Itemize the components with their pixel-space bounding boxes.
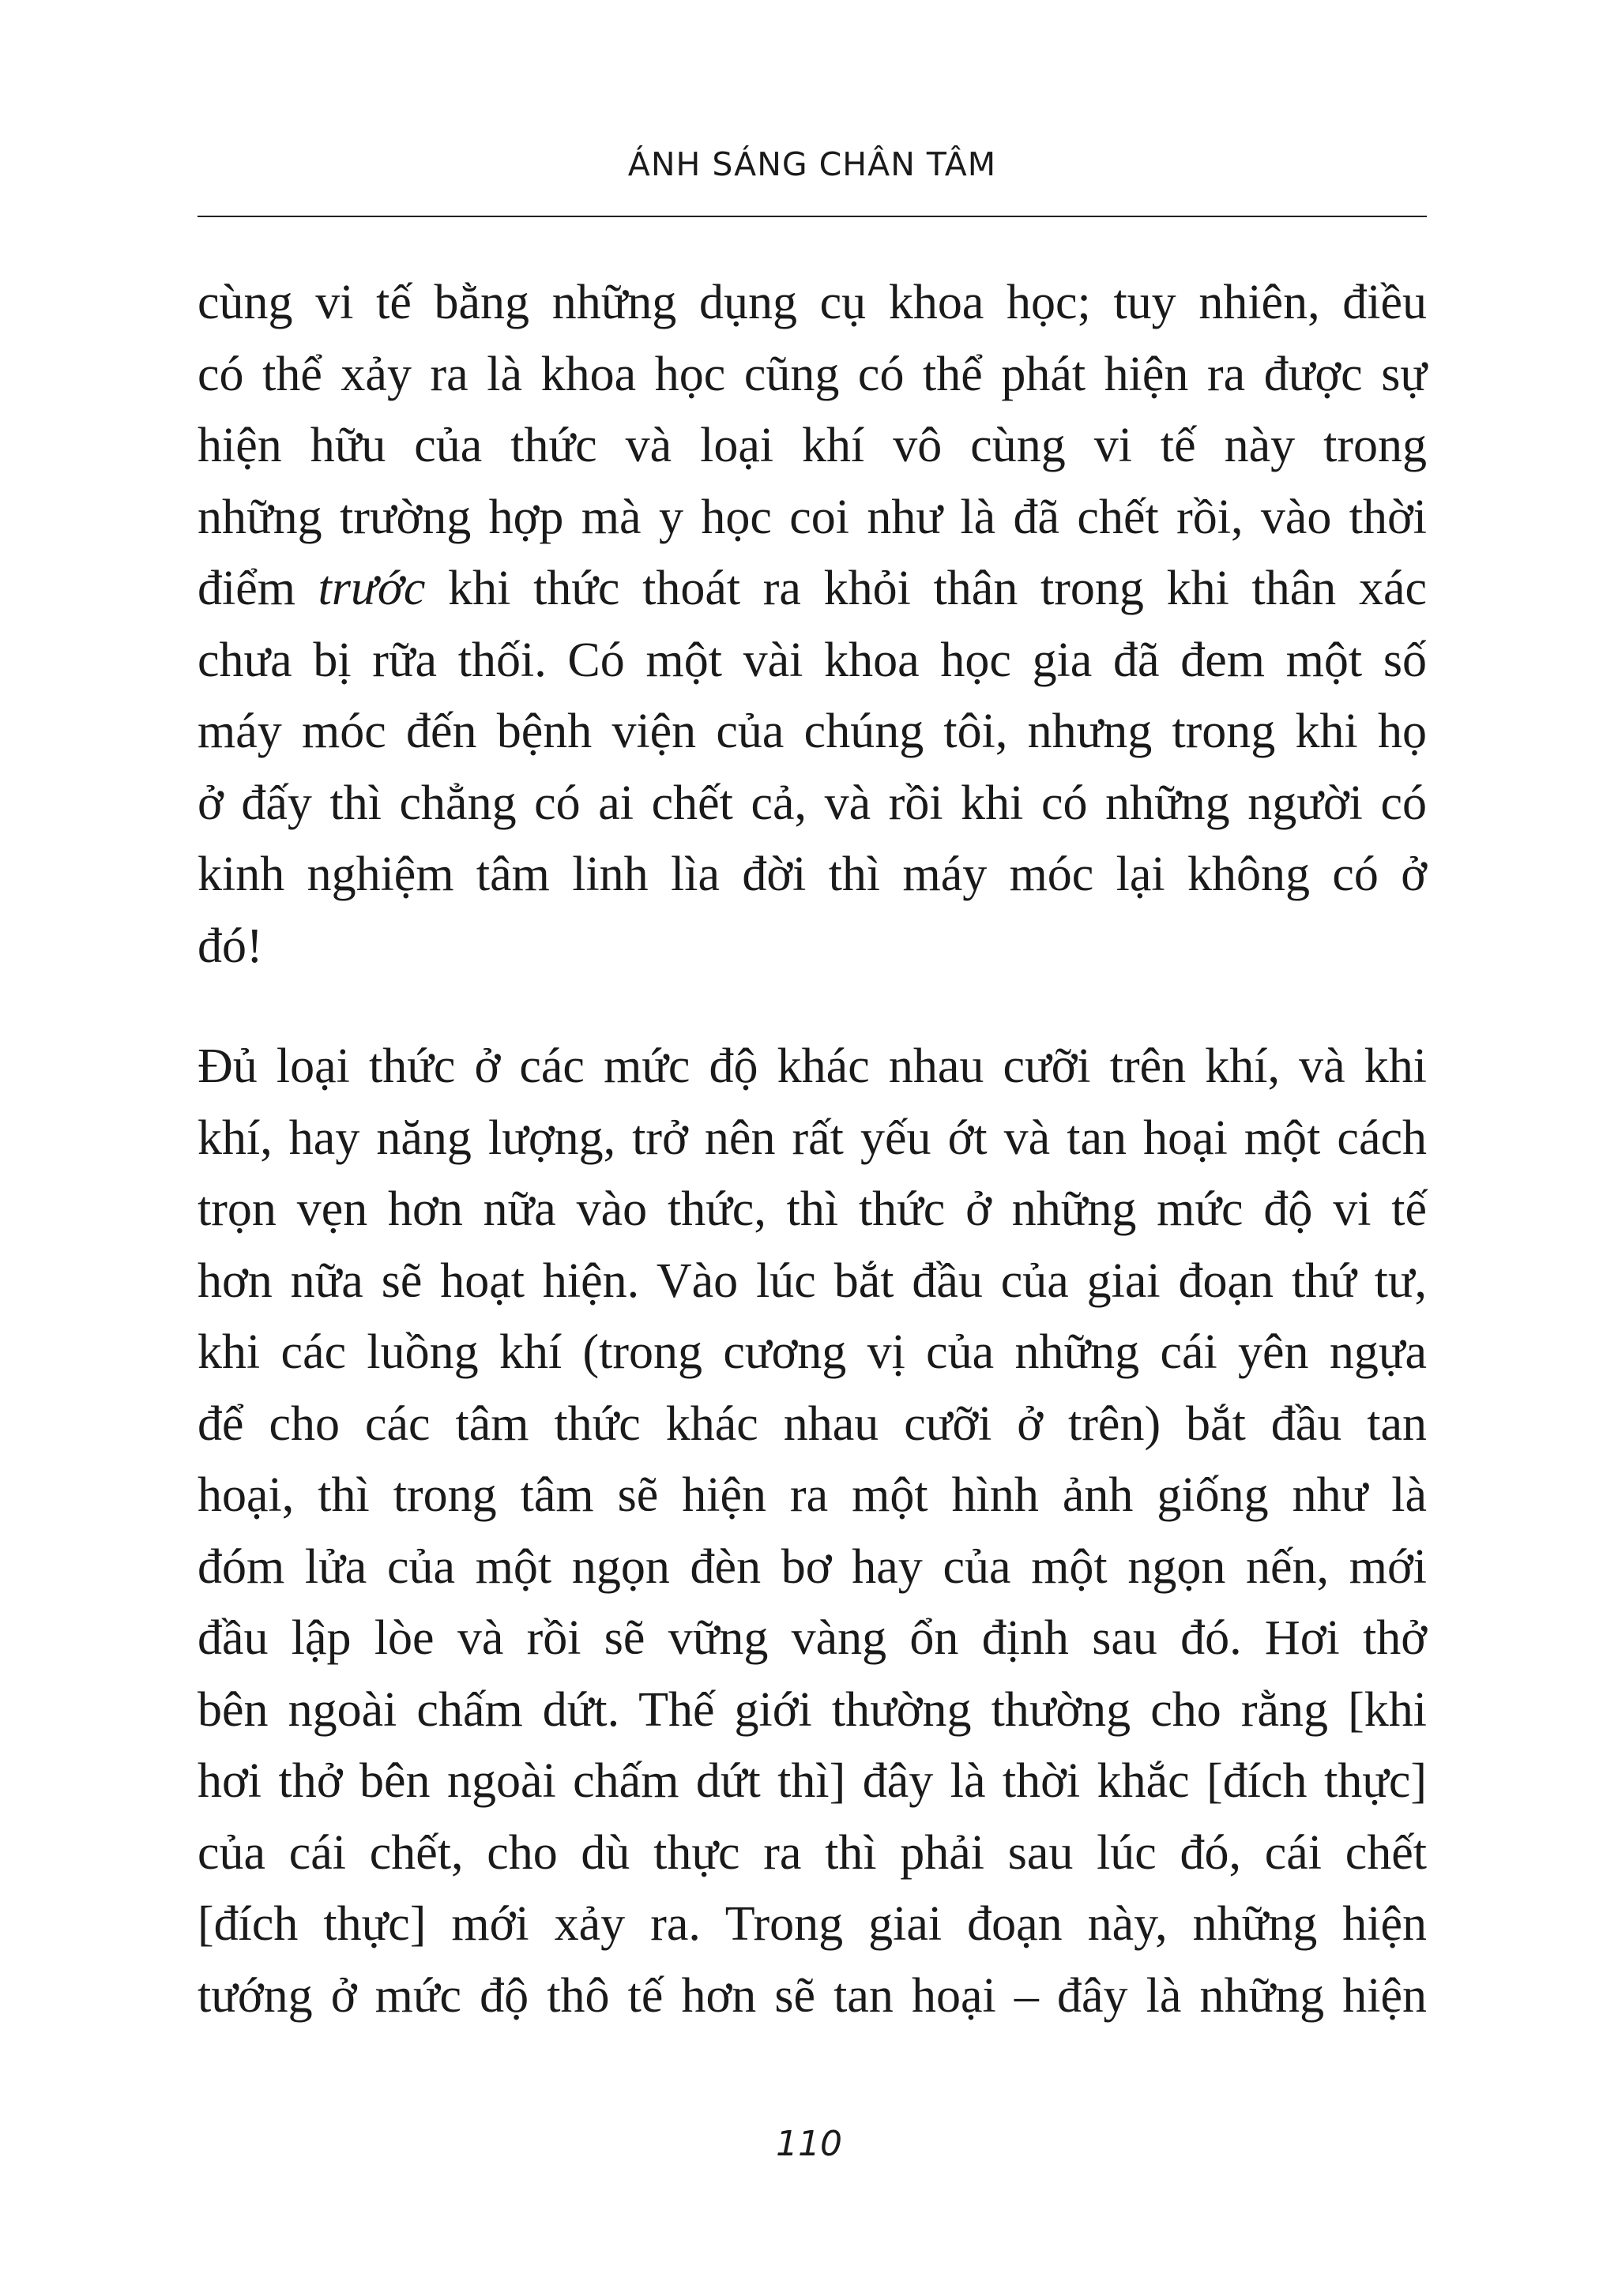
text-line bbox=[198, 482, 1427, 554]
text-run: khi thức thoát ra khỏi thân trong khi thân xác bbox=[425, 562, 1427, 615]
text-run: của cái chết, cho dù thực ra thì phải sau lúc đó, cái chết bbox=[198, 1825, 1427, 1880]
text-run: hơn nữa sẽ hoạt hiện. Vào lúc bắt đầu của giai đoạn thứ tư, bbox=[198, 1253, 1427, 1308]
text-line bbox=[198, 553, 1427, 625]
text-run: điểm bbox=[198, 562, 318, 615]
page-number: 110 bbox=[776, 2124, 842, 2164]
text-run: tướng ở mức độ thô tế hơn sẽ tan hoại – đây là những hiện bbox=[198, 1968, 1427, 2023]
text-run: bên ngoài chấm dứt. Thế giới thường thường cho rằng [khi bbox=[198, 1682, 1427, 1737]
paragraph-spacing bbox=[198, 982, 1427, 1031]
text-run: những trường hợp mà y học coi như là đã chết rồi, vào thời bbox=[198, 490, 1427, 544]
text-line bbox=[198, 339, 1427, 411]
text-line bbox=[198, 1674, 1427, 1746]
italic-text-run: trước bbox=[318, 562, 426, 615]
text-run: hơi thở bên ngoài chấm dứt thì] đây là thời khắc [đích thực] bbox=[198, 1754, 1427, 1808]
body-text bbox=[198, 267, 1427, 2031]
text-line bbox=[198, 625, 1427, 697]
text-run: cùng vi tế bằng những dụng cụ khoa học; tuy nhiên, điều bbox=[198, 276, 1427, 329]
text-run: kinh nghiệm tâm linh lìa đời thì máy móc lại không có ở bbox=[198, 847, 1427, 901]
text-run: máy móc đến bệnh viện của chúng tôi, nhưng trong khi họ bbox=[198, 705, 1427, 758]
text-line bbox=[198, 768, 1427, 840]
paragraph-1 bbox=[198, 267, 1427, 982]
text-run: đó! bbox=[198, 919, 263, 973]
paragraph-2 bbox=[198, 1031, 1427, 2031]
text-run: để cho các tâm thức khác nhau cưỡi ở trên) bắt đầu tan bbox=[198, 1396, 1427, 1451]
text-run: khí, hay năng lượng, trở nên rất yếu ớt và tan hoại một cách bbox=[198, 1110, 1427, 1165]
header-rule bbox=[198, 216, 1427, 217]
text-run: trọn vẹn hơn nữa vào thức, thì thức ở những mức độ vi tế bbox=[198, 1182, 1427, 1236]
text-line bbox=[198, 911, 1427, 983]
text-run: khi các luồng khí (trong cương vị của những cái yên ngựa bbox=[198, 1325, 1427, 1379]
text-run: Đủ loại thức ở các mức độ khác nhau cưỡi trên khí, và khi bbox=[198, 1039, 1427, 1093]
text-run: đầu lập lòe và rồi sẽ vững vàng ổn định sau đó. Hơi thở bbox=[198, 1611, 1427, 1665]
text-line bbox=[198, 1817, 1427, 1889]
text-run: ở đấy thì chẳng có ai chết cả, và rồi khi có những người có bbox=[198, 776, 1427, 830]
text-line bbox=[198, 839, 1427, 911]
text-line bbox=[198, 410, 1427, 482]
text-line bbox=[198, 1745, 1427, 1817]
text-run: có thể xảy ra là khoa học cũng có thể phát hiện ra được sự bbox=[198, 347, 1427, 401]
text-run: [đích thực] mới xảy ra. Trong giai đoạn này, những hiện bbox=[198, 1897, 1427, 1951]
text-line bbox=[198, 1246, 1427, 1317]
text-line bbox=[198, 267, 1427, 339]
text-line bbox=[198, 1960, 1427, 2032]
text-line bbox=[198, 1388, 1427, 1460]
text-line bbox=[198, 1460, 1427, 1531]
text-line bbox=[198, 696, 1427, 768]
running-header-title: ÁNH SÁNG CHÂN TÂM bbox=[627, 145, 997, 183]
text-run: chưa bị rữa thối. Có một vài khoa học gia đã đem một số bbox=[198, 633, 1427, 687]
text-line bbox=[198, 1531, 1427, 1603]
text-line bbox=[198, 1317, 1427, 1388]
text-line bbox=[198, 1174, 1427, 1246]
text-line bbox=[198, 1603, 1427, 1674]
text-run: đóm lửa của một ngọn đèn bơ hay của một ngọn nến, mới bbox=[198, 1539, 1427, 1594]
text-run: hoại, thì trong tâm sẽ hiện ra một hình ảnh giống như là bbox=[198, 1468, 1427, 1522]
text-line bbox=[198, 1103, 1427, 1174]
text-line bbox=[198, 1031, 1427, 1103]
text-run: hiện hữu của thức và loại khí vô cùng vi tế này trong bbox=[198, 419, 1427, 472]
text-line bbox=[198, 1888, 1427, 1960]
